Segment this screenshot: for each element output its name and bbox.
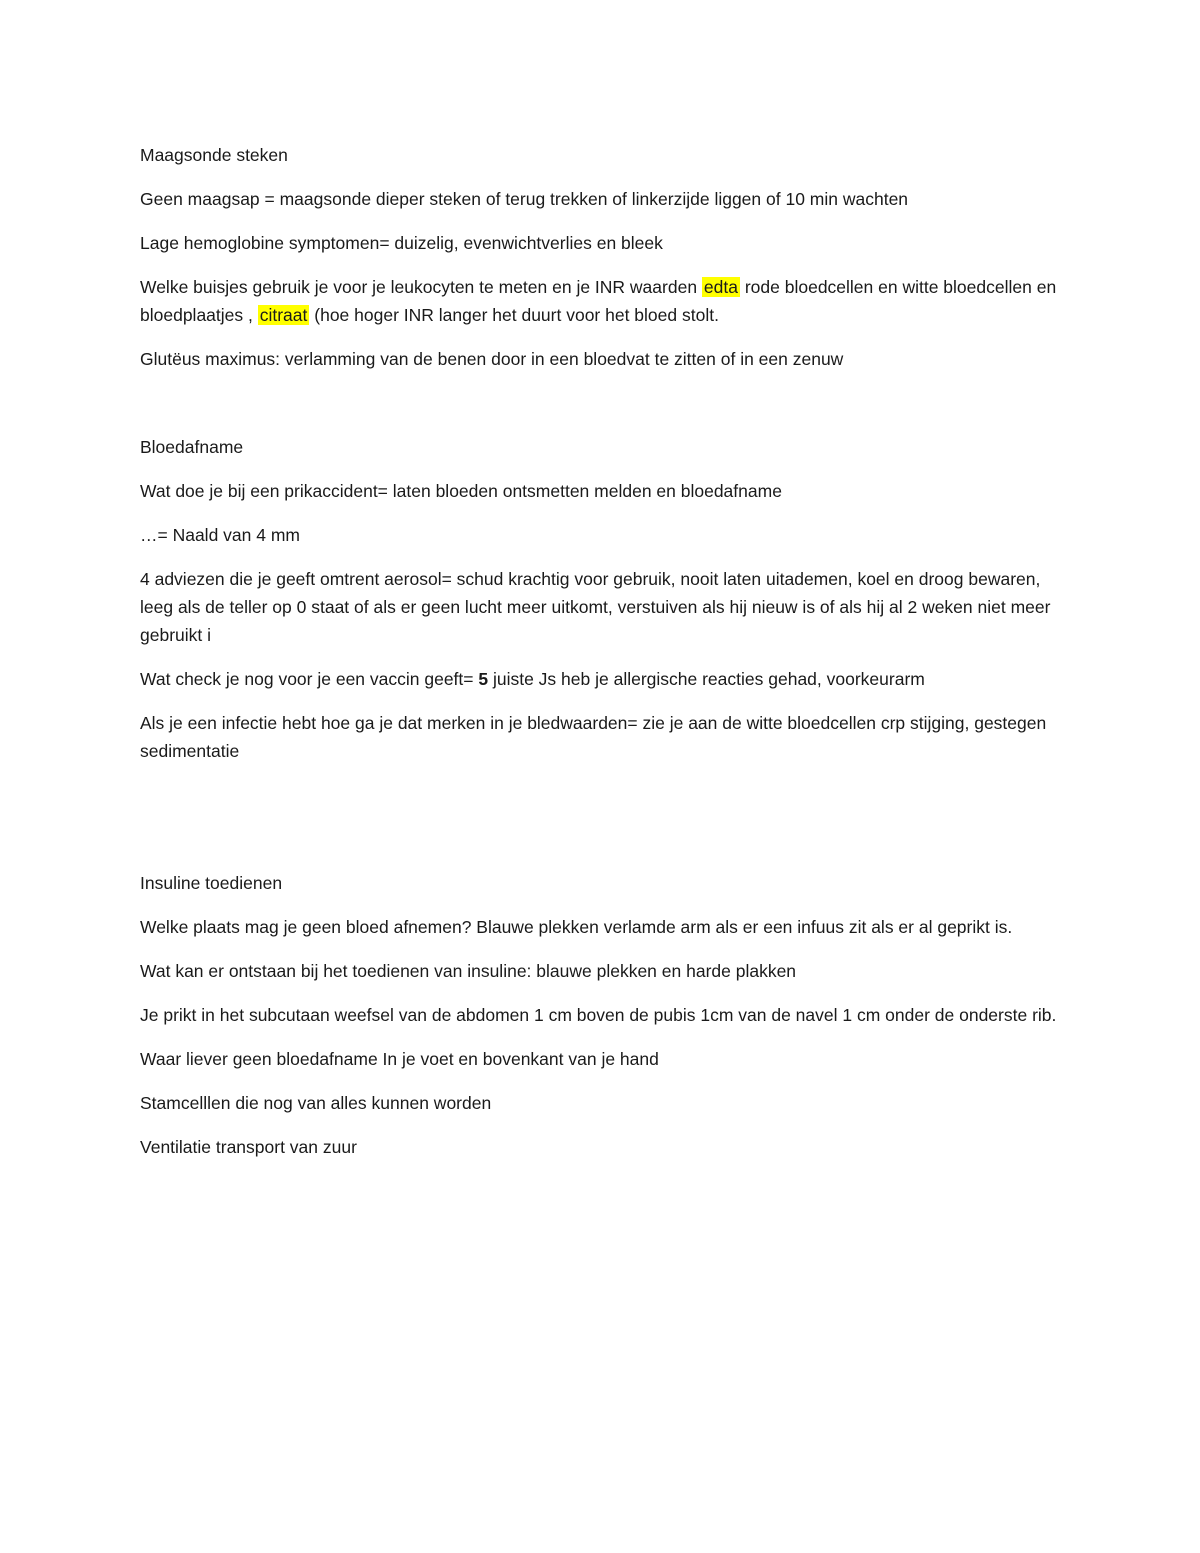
section-heading-bloedafname: Bloedafname	[140, 437, 244, 457]
paragraph: Wat kan er ontstaan bij het toedienen van insuline: blauwe plekken en harde plakken	[140, 961, 797, 981]
paragraph-tubes	[140, 273, 1070, 329]
text-run: rode bloedcellen en witte bloedcellen en bloedplaatjes ,	[140, 277, 1057, 325]
text-run: Wat check je nog voor je een vaccin geeft=	[140, 669, 479, 689]
highlight-edta: edta	[703, 277, 738, 297]
paragraph: Lage hemoglobine symptomen= duizelig, evenwichtverlies en bleek	[140, 233, 663, 253]
document-body	[140, 141, 1070, 1177]
blank-space	[140, 389, 1070, 433]
section-heading-insuline: Insuline toedienen	[140, 873, 283, 893]
paragraph-vaccin	[140, 665, 1070, 693]
paragraph: Geen maagsap = maagsonde dieper steken of terug trekken of linkerzijde liggen of 10 min wachten	[140, 189, 909, 209]
bold-number: 5	[478, 669, 489, 689]
section-heading-maagsonde: Maagsonde steken	[140, 145, 288, 165]
text-run: juiste Js heb je allergische reacties gehad, voorkeurarm	[488, 669, 925, 689]
paragraph: Stamcelllen die nog van alles kunnen worden	[140, 1093, 492, 1113]
text-run: (hoe hoger INR langer het duurt voor het bloed stolt.	[309, 305, 719, 325]
paragraph: Je prikt in het subcutaan weefsel van de abdomen 1 cm boven de pubis 1cm van de navel 1 cm onder de onderste rib.	[140, 1005, 1057, 1025]
paragraph: Waar liever geen bloedafname In je voet en bovenkant van je hand	[140, 1049, 659, 1069]
text-run: Welke buisjes gebruik je voor je leukocyten te meten en je INR waarden	[140, 277, 702, 297]
paragraph: Glutëus maximus: verlamming van de benen door in een bloedvat te zitten of in een zenuw	[140, 349, 844, 369]
paragraph: Ventilatie transport van zuur	[140, 1137, 357, 1157]
blank-space	[140, 781, 1070, 869]
paragraph: 4 adviezen die je geeft omtrent aerosol= schud krachtig voor gebruik, nooit laten uitademen, koel en droog bewaren, leeg als de teller op 0 staat of als er geen lucht meer uitkomt, verstuiven als hij nieuw is of als hij al 2 weken niet meer gebruikt i	[140, 569, 1051, 645]
paragraph: Als je een infectie hebt hoe ga je dat merken in je bledwaarden= zie je aan de witte bloedcellen crp stijging, gestegen sedimentatie	[140, 713, 1047, 761]
paragraph: Welke plaats mag je geen bloed afnemen? Blauwe plekken verlamde arm als er een infuus zit als er al geprikt is.	[140, 917, 1013, 937]
paragraph: …= Naald van 4 mm	[140, 525, 300, 545]
highlight-citraat: citraat	[259, 305, 308, 325]
paragraph: Wat doe je bij een prikaccident= laten bloeden ontsmetten melden en bloedafname	[140, 481, 782, 501]
